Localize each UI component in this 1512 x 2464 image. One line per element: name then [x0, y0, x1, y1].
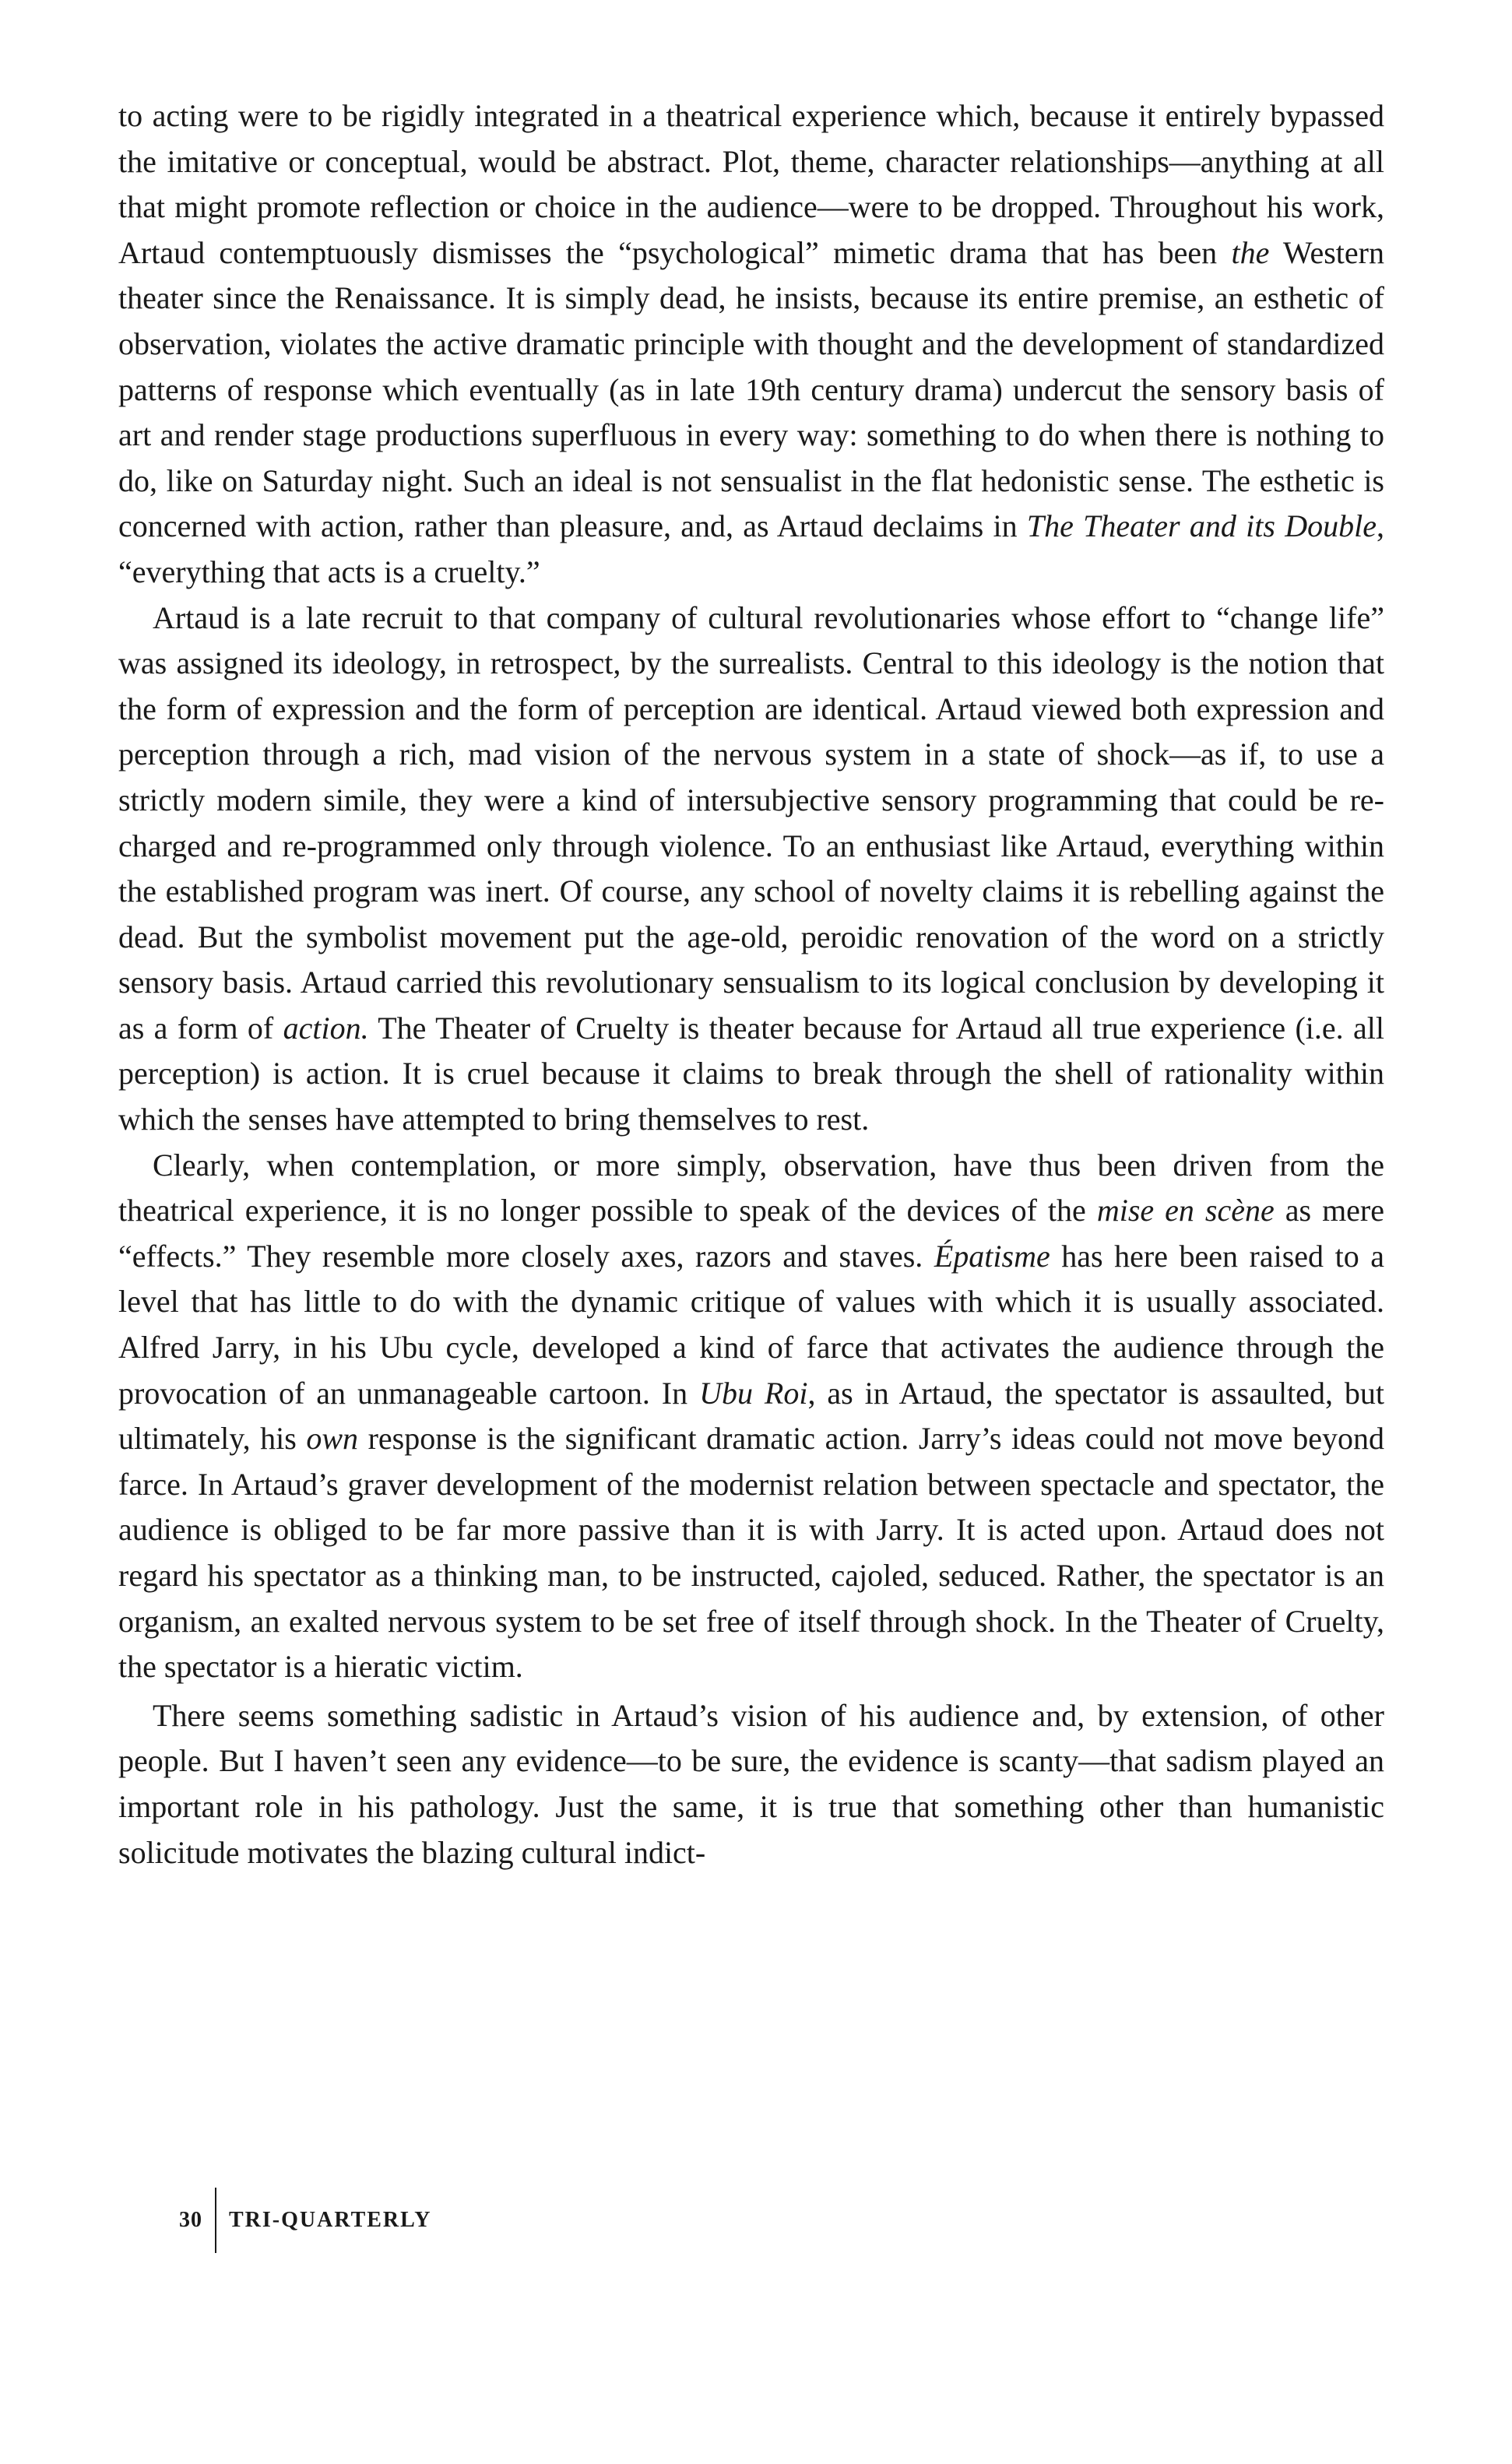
text-run: as mere “effects.” They resemble more closely axes, razors and staves. [118, 1193, 1385, 1274]
page-footer [179, 2188, 431, 2258]
italic-text-run: Ubu Roi [699, 1375, 808, 1411]
text-run: response is the significant dramatic action. Jarry’s ideas could not move beyond farce. In Artaud’s graver development of the modernist relation between spectacle and spectator, the audience is obliged to be far more passive than it is with Jarry. It is acted upon. Artaud does not regard his spectator as a thinking man, to be instructed, cajoled, seduced. Rather, the spectator is an organism, an exalted nervous system to be set free of itself through shock. In the Theater of Cruelty, the spectator is a hieratic victim. [118, 1421, 1384, 1685]
text-run: Clearly, when contemplation, or more simply, observation, have thus been driven from the theatrical experience, it is no longer possible to speak of the devices of the [118, 1147, 1384, 1228]
italic-text-run: The Theater and its Double [1026, 508, 1377, 544]
text-run: The Theater of Cruelty is theater because for Artaud all true experience (i.e. all perception) is action. It is cruel because it claims to break through the shell of rationality within which the senses have attempted to bring themselves to rest. [118, 1010, 1384, 1137]
page-number: 30 [179, 2208, 202, 2232]
paragraph-2 [118, 596, 1384, 1143]
italic-text-run: the [1231, 234, 1270, 270]
paragraph-1 [118, 93, 1384, 596]
paragraph-3 [118, 1143, 1384, 1690]
text-run: has here been raised to a level that has little to do with the dynamic critique of values with which it is usually associated. Alfred Jarry, in his Ubu cycle, developed a kind of farce that activates the audience through the provocation of an unmanageable cartoon. In [118, 1238, 1385, 1411]
text-run: There seems something sadistic in Artaud’s vision of his audience and, by extension, of other people. But I haven’t seen any evidence—to be sure, the evidence is scanty—that sadism played an important role in his pathology. Just the same, it is true that something other than humanistic solicitude motivates the blazing cultural indict- [118, 1697, 1384, 1870]
italic-text-run: action. [283, 1010, 369, 1046]
text-run: Artaud is a late recruit to that company of cultural revolutionaries whose effort to “change life” was assigned its ideology, in retrospect, by the surrealists. Central to this ideology is the notion that the form of expression and the form of perception are identical. Artaud viewed both expression and perception through a rich, mad vision of the nervous system in a state of shock—as if, to use a strictly modern simile, they were a kind of intersubjective sensory programming that could be re-charged and re-programmed only through violence. To an enthusiast like Artaud, everything within the established program was inert. Of course, any school of novelty claims it is rebelling against the dead. But the symbolist movement put the age-old, peroidic renovation of the word on a strictly sensory basis. Artaud carried this revolutionary sensualism to its logical conclusion by developing it as a form of [118, 599, 1384, 1046]
italic-text-run: own [306, 1421, 359, 1457]
journal-name: TRI-QUARTERLY [229, 2208, 432, 2232]
text-run: Western theater since the Renaissance. It is simply dead, he insists, because its entire premise, an esthetic of observation, violates the active dramatic principle with thought and the development of standardized patterns of response which eventually (as in late 19th century drama) undercut the sensory basis of art and render stage productions superfluous in every way: something to do when there is nothing to do, like on Saturday night. Such an ideal is not sensualist in the flat hedonistic sense. The esthetic is concerned with action, rather than pleasure, and, as Artaud declaims in [118, 234, 1384, 544]
text-run: , as in Artaud, the spectator is assaulted, but ultimately, his [118, 1375, 1385, 1457]
italic-text-run: mise en scène [1096, 1193, 1275, 1228]
italic-text-run: Épatisme [934, 1238, 1050, 1274]
paragraph-4 [118, 1693, 1384, 1875]
text-run: to acting were to be rigidly integrated in a theatrical experience which, because it entirely bypassed the imitative or conceptual, would be abstract. Plot, theme, character relationships—anything at all that might promote reflection or choice in the audience—were to be dropped. Throughout his work, Artaud contemptuously dismisses the “psychological” mimetic drama that has been [118, 98, 1384, 270]
text-run: , “everything that acts is a cruelty.” [118, 508, 1384, 589]
article-body [118, 93, 1384, 1875]
